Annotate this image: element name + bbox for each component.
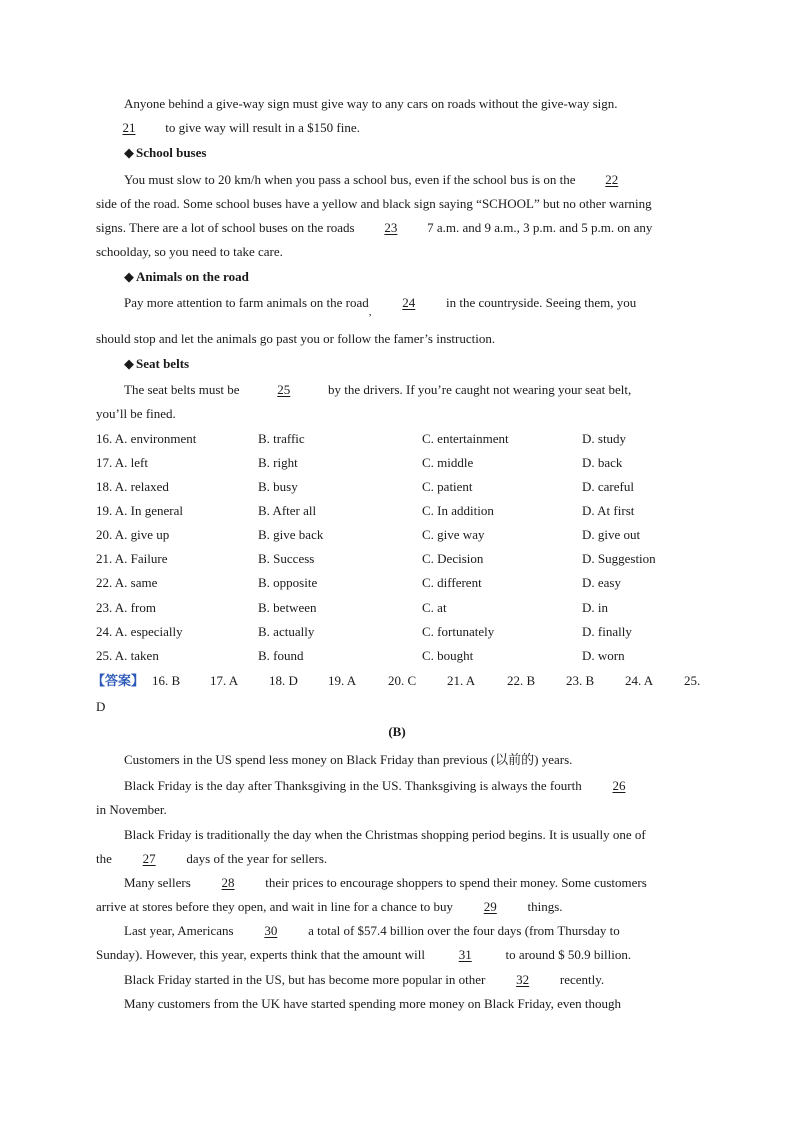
answer-item: 16. B bbox=[152, 673, 181, 688]
answer-item: 17. A bbox=[210, 673, 239, 688]
option-d: D. Suggestion bbox=[582, 551, 656, 566]
text: signs. There are a lot of school buses on the roads bbox=[96, 220, 355, 235]
text: their prices to encourage shoppers to spend their money. Some customers bbox=[265, 875, 647, 890]
option-c: C. middle bbox=[422, 455, 474, 470]
option-c: C. patient bbox=[422, 479, 473, 494]
option-a: 18. A. relaxed bbox=[96, 479, 169, 494]
paragraph-line: Anyone behind a give-way sign must give way to any cars on roads without the give-way sign. bbox=[124, 96, 618, 111]
blank-23: 23 bbox=[384, 220, 398, 235]
text: by the drivers. If you’re caught not wearing your seat belt, bbox=[328, 382, 632, 397]
paragraph-line: you’ll be fined. bbox=[96, 406, 176, 421]
answer-item: 24. A bbox=[625, 673, 654, 688]
option-a: 21. A. Failure bbox=[96, 551, 168, 566]
blank-31: 31 bbox=[458, 947, 472, 962]
section-heading-seat-belts bbox=[124, 356, 698, 372]
option-row bbox=[96, 455, 716, 471]
answer-item: 22. B bbox=[507, 673, 536, 688]
paragraph-line bbox=[124, 923, 698, 939]
diamond-bullet-icon: ◆ bbox=[124, 356, 134, 371]
answer-item: 25. bbox=[684, 673, 701, 688]
answer-item: 21. A bbox=[447, 673, 476, 688]
paragraph-line bbox=[124, 778, 698, 794]
text: arrive at stores before they open, and wait in line for a chance to buy bbox=[96, 899, 453, 914]
option-d: D. worn bbox=[582, 648, 625, 663]
text: days of the year for sellers. bbox=[186, 851, 328, 866]
option-a: 22. A. same bbox=[96, 575, 158, 590]
option-d: D. study bbox=[582, 431, 627, 446]
paragraph-line: schoolday, so you need to take care. bbox=[96, 244, 283, 259]
option-row bbox=[96, 503, 716, 519]
text: a total of $57.4 billion over the four days (from Thursday to bbox=[308, 923, 620, 938]
text: things. bbox=[527, 899, 563, 914]
option-row bbox=[96, 527, 716, 543]
blank-21: 21 bbox=[122, 120, 136, 135]
option-b: B. opposite bbox=[258, 575, 318, 590]
option-row bbox=[96, 648, 716, 664]
section-title-b: (B) bbox=[388, 724, 406, 739]
option-b: B. busy bbox=[258, 479, 298, 494]
option-d: D. finally bbox=[582, 624, 632, 639]
blank-22: 22 bbox=[605, 172, 619, 187]
option-a: 24. A. especially bbox=[96, 624, 183, 639]
paragraph-line bbox=[124, 382, 698, 398]
option-row bbox=[96, 551, 716, 567]
option-c: C. entertainment bbox=[422, 431, 509, 446]
text: Pay more attention to farm animals on the road bbox=[124, 295, 369, 310]
text: You must slow to 20 km/h when you pass a school bus, even if the school bus is on the bbox=[124, 172, 576, 187]
option-b: B. Success bbox=[258, 551, 315, 566]
text: to around $ 50.9 billion. bbox=[505, 947, 632, 962]
option-a: 17. A. left bbox=[96, 455, 148, 470]
option-c: C. bought bbox=[422, 648, 474, 663]
heading-text: School buses bbox=[136, 145, 207, 160]
paragraph-line bbox=[124, 172, 698, 188]
blank-30: 30 bbox=[264, 923, 278, 938]
paragraph-line bbox=[124, 875, 698, 891]
option-a: 20. A. give up bbox=[96, 527, 170, 542]
option-b: B. right bbox=[258, 455, 298, 470]
blank-29: 29 bbox=[483, 899, 497, 914]
option-c: C. fortunately bbox=[422, 624, 495, 639]
paragraph-line bbox=[96, 120, 698, 136]
option-b: B. give back bbox=[258, 527, 324, 542]
option-c: C. give way bbox=[422, 527, 485, 542]
option-a: 19. A. In general bbox=[96, 503, 184, 518]
option-a: 23. A. from bbox=[96, 600, 156, 615]
diamond-bullet-icon: ◆ bbox=[124, 269, 134, 284]
option-a: 25. A. taken bbox=[96, 648, 159, 663]
option-b: B. between bbox=[258, 600, 317, 615]
paragraph-line: Black Friday is traditionally the day when the Christmas shopping period begins. It is usually one of bbox=[124, 827, 646, 842]
option-c: C. Decision bbox=[422, 551, 484, 566]
answer-item: 18. D bbox=[269, 673, 298, 688]
paragraph-line bbox=[124, 295, 698, 318]
option-a: 16. A. environment bbox=[96, 431, 197, 446]
answer-item: 20. C bbox=[388, 673, 417, 688]
option-row bbox=[96, 575, 716, 591]
option-b: B. traffic bbox=[258, 431, 305, 446]
text: 7 a.m. and 9 a.m., 3 p.m. and 5 p.m. on any bbox=[427, 220, 653, 235]
option-d: D. careful bbox=[582, 479, 634, 494]
answer-key bbox=[92, 673, 706, 689]
answer-label: 【答案】 bbox=[92, 673, 145, 688]
option-d: D. back bbox=[582, 455, 623, 470]
option-row bbox=[96, 600, 716, 616]
option-c: C. In addition bbox=[422, 503, 494, 518]
text: Black Friday started in the US, but has become more popular in other bbox=[124, 972, 486, 987]
option-b: B. After all bbox=[258, 503, 317, 518]
blank-32: 32 bbox=[516, 972, 530, 987]
text: Black Friday is the day after Thanksgiving in the US. Thanksgiving is always the fourth bbox=[124, 778, 582, 793]
option-d: D. easy bbox=[582, 575, 621, 590]
text: Many sellers bbox=[124, 875, 191, 890]
text: to give way will result in a $150 fine. bbox=[165, 120, 360, 135]
paragraph-line bbox=[96, 851, 698, 867]
blank-28: 28 bbox=[221, 875, 235, 890]
option-d: D. give out bbox=[582, 527, 641, 542]
option-d: D. in bbox=[582, 600, 608, 615]
text: in the countryside. Seeing them, you bbox=[446, 295, 637, 310]
paragraph-line bbox=[96, 947, 698, 963]
answer-item-last: D bbox=[96, 699, 106, 714]
option-row bbox=[96, 479, 716, 495]
text: The seat belts must be bbox=[124, 382, 240, 397]
answer-item: 23. B bbox=[566, 673, 595, 688]
option-b: B. found bbox=[258, 648, 304, 663]
option-c: C. at bbox=[422, 600, 447, 615]
answer-item: 19. A bbox=[328, 673, 357, 688]
blank-27: 27 bbox=[142, 851, 156, 866]
blank-26: 26 bbox=[612, 778, 626, 793]
paragraph-line: Customers in the US spend less money on Black Friday than previous (以前的) years. bbox=[124, 752, 573, 767]
option-row bbox=[96, 431, 716, 447]
paragraph-line: should stop and let the animals go past you or follow the famer’s instruction. bbox=[96, 331, 496, 346]
section-heading-animals bbox=[124, 269, 698, 285]
text: recently. bbox=[559, 972, 605, 987]
option-d: D. At first bbox=[582, 503, 635, 518]
paragraph-line bbox=[96, 220, 698, 236]
heading-text: Seat belts bbox=[136, 356, 190, 371]
section-heading-school-buses bbox=[124, 145, 698, 161]
paragraph-line: Many customers from the UK have started spending more money on Black Friday, even though bbox=[124, 996, 622, 1011]
blank-25: 25 bbox=[277, 382, 291, 397]
option-row bbox=[96, 624, 716, 640]
heading-text: Animals on the road bbox=[136, 269, 249, 284]
text: Sunday). However, this year, experts think that the amount will bbox=[96, 947, 425, 962]
text: Last year, Americans bbox=[124, 923, 234, 938]
option-b: B. actually bbox=[258, 624, 315, 639]
paragraph-line: in November. bbox=[96, 802, 167, 817]
comma: , bbox=[368, 306, 372, 318]
paragraph-line: side of the road. Some school buses have a yellow and black sign saying “SCHOOL” but no other warning bbox=[96, 196, 652, 211]
blank-24: 24 bbox=[402, 295, 416, 310]
diamond-bullet-icon: ◆ bbox=[124, 145, 134, 160]
text: the bbox=[96, 851, 112, 866]
paragraph-line bbox=[96, 899, 698, 915]
paragraph-line bbox=[124, 972, 698, 988]
option-c: C. different bbox=[422, 575, 482, 590]
